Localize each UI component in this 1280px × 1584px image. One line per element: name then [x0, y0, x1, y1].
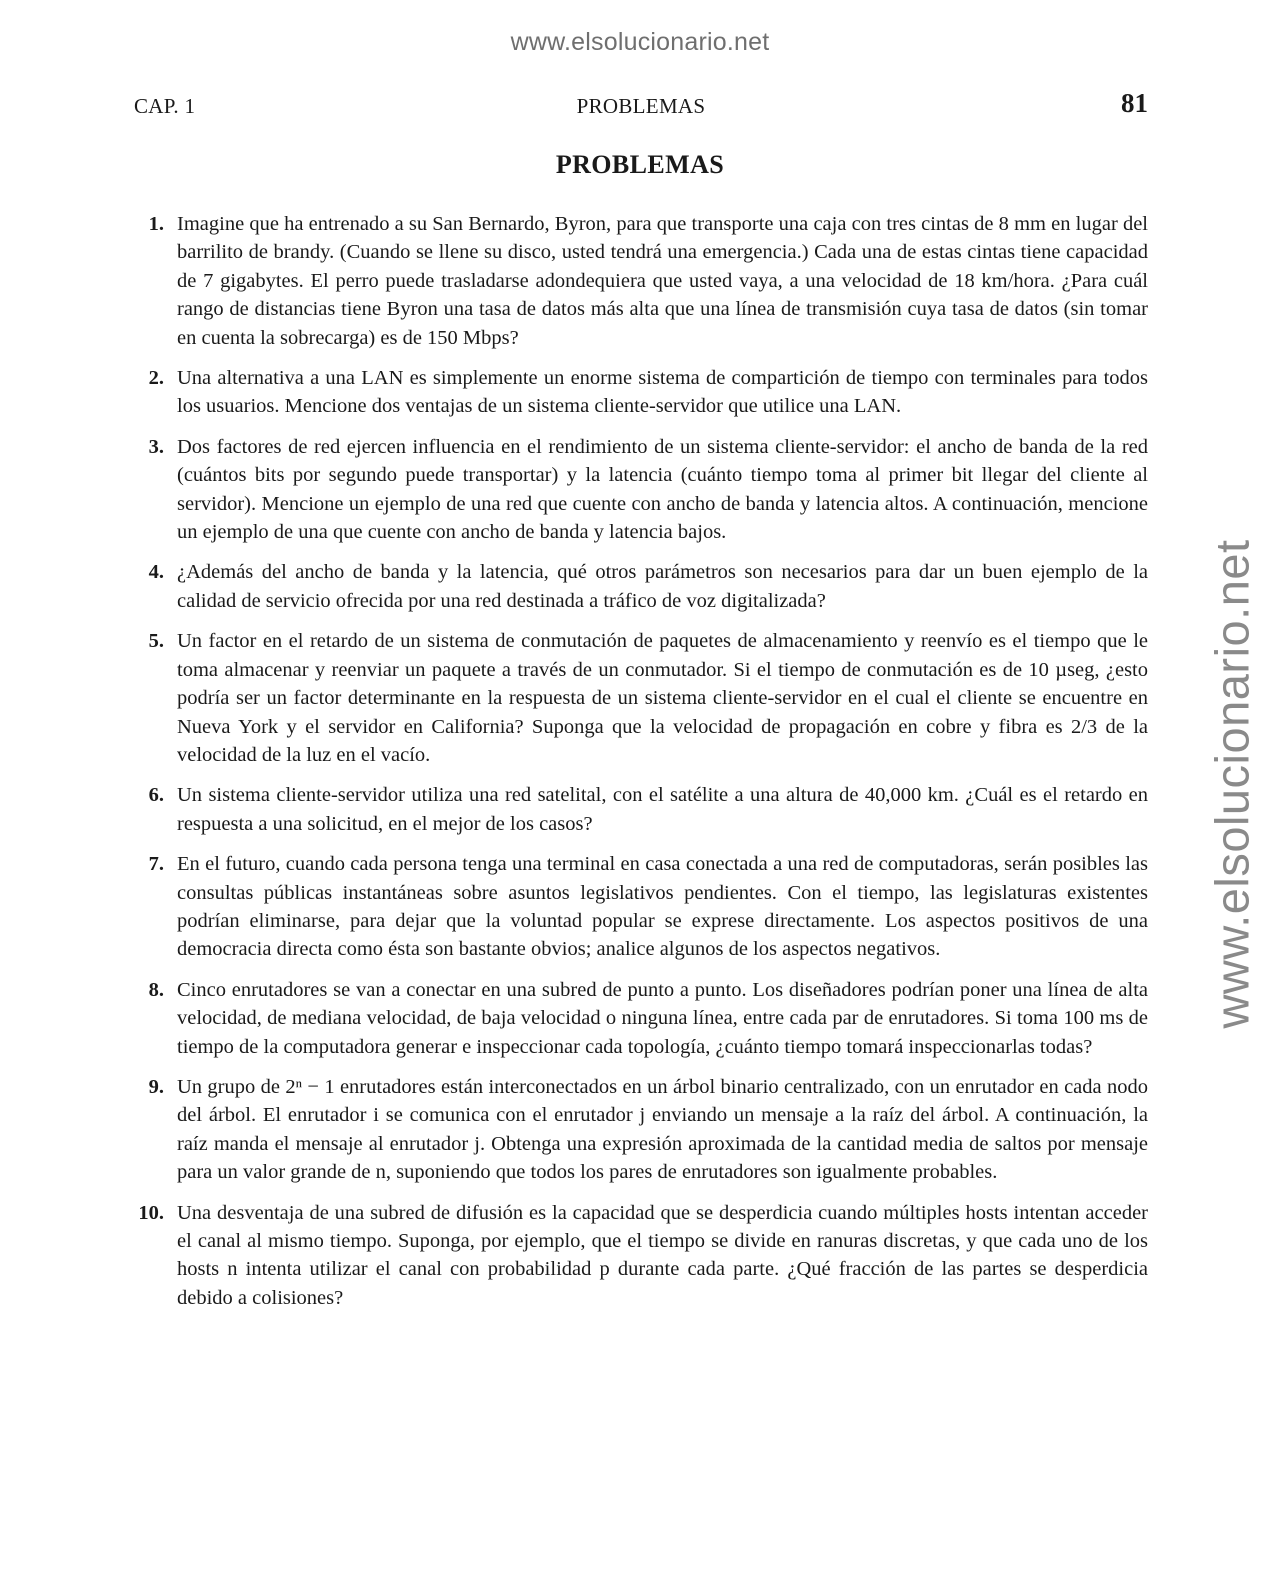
problem-item	[134, 1073, 1148, 1187]
section-label: PROBLEMAS	[576, 94, 706, 118]
problem-item	[134, 781, 1148, 838]
problem-item	[134, 976, 1148, 1061]
problem-number: 1.	[148, 213, 164, 235]
problem-item	[134, 1199, 1148, 1313]
problem-item	[134, 850, 1148, 964]
problem-item	[134, 364, 1148, 421]
page-number: 81	[1121, 88, 1148, 118]
problem-number: 8.	[148, 978, 164, 1001]
watermark-side-text: www.elsolucionario.net	[1205, 539, 1259, 1029]
problem-text: Imagine que ha entrenado a su San Bernardo, Byron, para que transporte una caja con tres cintas de 8 mm en lugar del barrilito de brandy. (Cuando se llene su disco, usted tendrá una emergencia.) Cada una de estas cintas tiene capacidad de 7 gigabytes. El perro puede trasladarse adondequiera que usted vaya, a una velocidad de 18 km/hora. ¿Para cuál rango de distancias tiene Byron una tasa de datos más alta que una línea de transmisión cuya tasa de datos (sin tomar en cuenta la sobrecarga) es de 150 Mbps?	[177, 213, 1148, 349]
problem-text: Una desventaja de una subred de difusión es la capacidad que se desperdicia cuando múltiples hosts intentan acceder el canal al mismo tiempo. Suponga, por ejemplo, que el tiempo se divide en ranuras discretas, y que cada uno de los hosts n intenta utilizar el canal con probabilidad p durante cada parte. ¿Qué fracción de las partes se desperdicia debido a colisiones?	[177, 1201, 1148, 1309]
problem-number: 2.	[148, 367, 164, 390]
problem-text: Cinco enrutadores se van a conectar en una subred de punto a punto. Los diseñadores podrían poner una línea de alta velocidad, de mediana velocidad, de baja velocidad o ninguna línea, entre cada par de enrutadores. Si toma 100 ms de tiempo de la computadora generar e inspeccionar cada topología, ¿cuánto tiempo tomará inspeccionarlas todas?	[177, 978, 1148, 1058]
problem-text: Un sistema cliente-servidor utiliza una red satelital, con el satélite a una altura de 40,000 km. ¿Cuál es el retardo en respuesta a una solicitud, en el mejor de los casos?	[177, 784, 1148, 835]
problem-text: Dos factores de red ejercen influencia en el rendimiento de un sistema cliente-servidor: el ancho de banda de la red (cuántos bits por segundo puede transportar) y la latencia (cuánto tiempo toma al primer bit llegar del cliente al servidor). Mencione un ejemplo de una red que cuente con ancho de banda y latencia altos. A continuación, mencione un ejemplo de una que cuente con ancho de banda y latencia bajos.	[177, 435, 1148, 544]
chapter-label: CAP. 1	[134, 94, 196, 118]
running-head	[134, 88, 1148, 124]
problem-number: 5.	[148, 630, 164, 653]
page-title: PROBLEMAS	[555, 150, 725, 179]
problem-text: Un grupo de 2ⁿ − 1 enrutadores están interconectados en un árbol binario centralizado, con un enrutador en cada nodo del árbol. El enrutador i se comunica con el enrutador j enviando un mensaje a la raíz del árbol. A continuación, la raíz manda el mensaje al enrutador j. Obtenga una expresión aproximada de la cantidad media de saltos por mensaje para un valor grande de n, suponiendo que todos los pares de enrutadores son igualmente probables.	[177, 1075, 1148, 1184]
problem-number: 9.	[148, 1075, 164, 1098]
problem-number: 4.	[148, 561, 164, 584]
problem-list	[134, 210, 1148, 1324]
problem-number: 6.	[148, 784, 164, 807]
problem-item	[134, 210, 1148, 352]
problem-number: 7.	[148, 853, 164, 876]
problem-number: 3.	[148, 435, 164, 458]
problem-text: Un factor en el retardo de un sistema de conmutación de paquetes de almacenamiento y reenvío es el tiempo que le toma almacenar y reenviar un paquete a través de un conmutador. Si el tiempo de conmutación es de 10 µseg, ¿esto podría ser un factor determinante en la respuesta de un sistema cliente-servidor en el cual el cliente se encuentre en Nueva York y el servidor en California? Suponga que la velocidad de propagación en cobre y fibra es 2/3 de la velocidad de la luz en el vacío.	[177, 630, 1148, 766]
problem-text: ¿Además del ancho de banda y la latencia, qué otros parámetros son necesarios para dar un buen ejemplo de la calidad de servicio ofrecida por una red destinada a tráfico de voz digitalizada?	[177, 561, 1148, 612]
problem-number: 10.	[138, 1201, 164, 1224]
watermark-top: www.elsolucionario.net	[510, 28, 770, 56]
problem-item	[134, 558, 1148, 615]
problem-item	[134, 433, 1148, 547]
problem-item	[134, 627, 1148, 769]
problem-text: En el futuro, cuando cada persona tenga una terminal en casa conectada a una red de computadoras, serán posibles las consultas públicas instantáneas sobre asuntos legislativos pendientes. Con el tiempo, las legislaturas existentes podrían eliminarse, para dejar que la voluntad popular se exprese directamente. Los aspectos positivos de una democracia directa como ésta son bastante obvios; analice algunos de los aspectos negativos.	[177, 853, 1148, 961]
problem-text: Una alternativa a una LAN es simplemente un enorme sistema de compartición de tiempo con terminales para todos los usuarios. Mencione dos ventajas de un sistema cliente-servidor que utilice una LAN.	[177, 367, 1148, 418]
